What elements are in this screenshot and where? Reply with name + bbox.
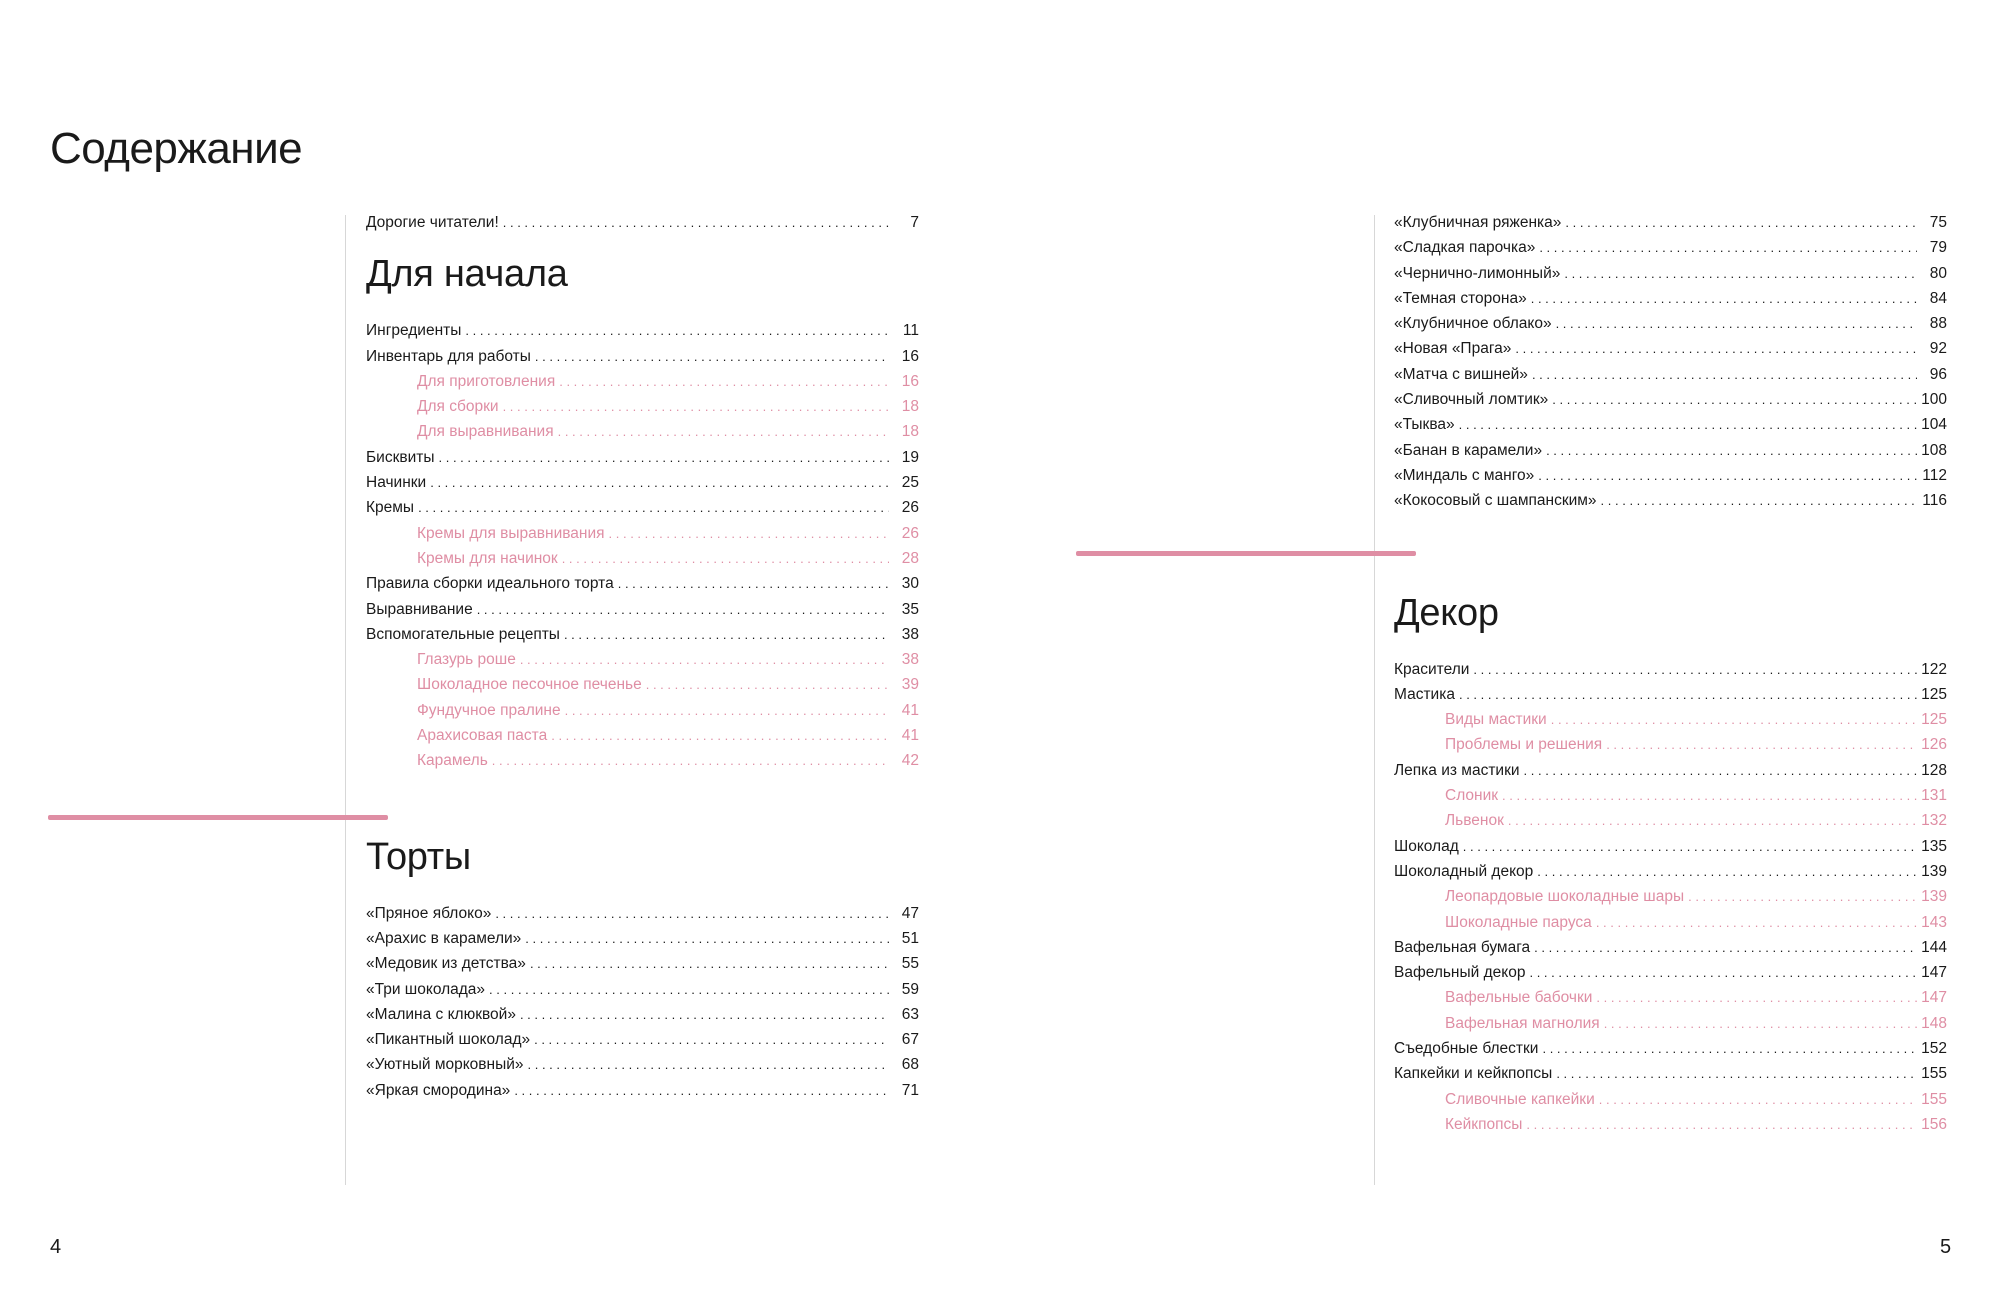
toc-entry-label: Шоколад <box>1394 837 1459 855</box>
toc-entry-label: «Уютный морковный» <box>366 1056 524 1074</box>
dot-leader <box>530 951 889 976</box>
toc-entry-label: «Клубничная ряженка» <box>1394 214 1562 231</box>
dot-leader <box>1459 682 1917 707</box>
dot-leader <box>1688 884 1917 909</box>
section-start <box>366 253 919 773</box>
toc-entry-page: 155 <box>1921 1090 1947 1108</box>
toc-entry-page: 25 <box>901 474 919 492</box>
dot-leader <box>1537 859 1917 884</box>
dot-leader <box>1552 387 1917 412</box>
dot-leader <box>1565 210 1917 235</box>
toc-entry-label: Шоколадные паруса <box>1445 913 1592 931</box>
dot-leader <box>1604 1011 1917 1036</box>
dot-leader <box>430 470 889 495</box>
toc-entry-label: Шоколадный декор <box>1394 862 1534 880</box>
toc-entry-label: «Банан в карамели» <box>1394 441 1543 459</box>
toc-entry-label: Слоник <box>1445 787 1499 805</box>
toc-entry-page: 92 <box>1929 340 1947 358</box>
toc-entry-page: 26 <box>901 524 919 542</box>
toc-entry-label: Для приготовления <box>417 372 556 390</box>
left-accent-line <box>48 815 388 820</box>
dot-leader <box>1539 235 1917 260</box>
toc-entry-label: Кейкпопсы <box>1445 1115 1523 1133</box>
toc-entry-label: Фундучное пралине <box>417 701 561 719</box>
toc-entry-label: Глазурь роше <box>417 651 516 669</box>
toc-entry <box>1394 210 1947 235</box>
left-column <box>366 210 919 1103</box>
toc-subentry <box>1394 707 1947 732</box>
dot-leader <box>1473 657 1917 682</box>
toc-entry <box>366 901 919 926</box>
toc-subentry <box>1394 732 1947 757</box>
dot-leader <box>528 1052 889 1077</box>
dot-leader <box>1601 488 1917 513</box>
toc-entry <box>366 597 919 622</box>
toc-entry <box>366 495 919 520</box>
toc-entry <box>1394 336 1947 361</box>
toc-entry-label: Виды мастики <box>1445 711 1547 729</box>
toc-entry-page: 41 <box>901 727 919 745</box>
section-decor <box>1394 592 1947 1138</box>
toc-entry <box>1394 488 1947 513</box>
dot-leader <box>520 1002 889 1027</box>
toc-entry-page: 28 <box>901 549 919 567</box>
toc-subentry <box>1394 1112 1947 1137</box>
toc-entry-label: Вафельный декор <box>1394 964 1526 982</box>
toc-entry-label: Вафельная магнолия <box>1445 1014 1600 1032</box>
toc-entry <box>1394 758 1947 783</box>
toc-entry-label: Вафельные бабочки <box>1445 989 1593 1007</box>
toc-entry-page: 147 <box>1921 989 1947 1007</box>
toc-entry-page: 88 <box>1929 315 1947 333</box>
dot-leader <box>1542 1036 1917 1061</box>
toc-entry-page: 135 <box>1921 837 1947 855</box>
toc-entry-page: 41 <box>901 701 919 719</box>
toc-entry-page: 11 <box>902 322 919 340</box>
right-accent-line <box>1076 551 1416 556</box>
dot-leader <box>514 1078 889 1103</box>
toc-entry-label: Мастика <box>1394 685 1455 703</box>
toc-entry-page: 18 <box>901 398 919 416</box>
toc-subentry <box>1394 910 1947 935</box>
toc-entry-label: «Арахис в карамели» <box>366 929 522 947</box>
dot-leader <box>1515 336 1917 361</box>
toc-entry-page: 126 <box>1921 736 1947 754</box>
toc-entry-label: «Сладкая парочка» <box>1394 239 1536 257</box>
toc-entry-label: Выравнивание <box>366 600 473 618</box>
section-title-decor: Декор <box>1394 591 1499 634</box>
toc-entry-page: 26 <box>901 499 919 517</box>
dot-leader <box>1551 707 1917 732</box>
toc-entry <box>366 571 919 596</box>
toc-subentry <box>1394 985 1947 1010</box>
toc-entry-page: 148 <box>1921 1014 1947 1032</box>
toc-subentry <box>366 672 919 697</box>
right-column <box>1394 210 1947 1137</box>
toc-subentry <box>366 394 919 419</box>
dot-leader <box>1529 960 1917 985</box>
dot-leader <box>1556 311 1917 336</box>
toc-entry-page: 42 <box>901 752 919 770</box>
toc-entry <box>1394 682 1947 707</box>
toc-subentry <box>1394 1087 1947 1112</box>
toc-entry-page: 63 <box>901 1005 919 1023</box>
toc-entry <box>1394 859 1947 884</box>
toc-entry-label: Для сборки <box>417 398 499 416</box>
cakes-continued-entries <box>1394 210 1947 514</box>
toc-entry-label: Вафельная бумага <box>1394 938 1531 956</box>
toc-entry-label: «Миндаль с манго» <box>1394 466 1535 484</box>
dot-leader <box>559 369 889 394</box>
dot-leader <box>492 748 889 773</box>
toc-entry <box>1394 286 1947 311</box>
toc-entry-page: 147 <box>1921 964 1947 982</box>
decor-entries <box>1394 657 1947 1138</box>
toc-entry-label: «Кокосовый с шампанским» <box>1394 492 1597 510</box>
toc-entry-page: 155 <box>1921 1065 1947 1083</box>
toc-entry <box>1394 1061 1947 1086</box>
dot-leader <box>1538 463 1917 488</box>
section-cakes <box>366 836 919 1103</box>
toc-entry-label: Кремы <box>366 499 415 517</box>
dot-leader <box>1564 261 1917 286</box>
toc-entry-label: Леопардовые шоколадные шары <box>1445 888 1685 906</box>
toc-subentry <box>366 723 919 748</box>
dot-leader <box>520 647 889 672</box>
toc-entry-label: «Пикантный шоколад» <box>366 1031 531 1049</box>
toc-entry-label: Бисквиты <box>366 448 435 466</box>
toc-entry-page: 7 <box>910 214 919 231</box>
section-title-cakes: Торты <box>366 835 471 878</box>
dot-leader <box>1508 808 1917 833</box>
dot-leader <box>525 926 889 951</box>
dot-leader <box>534 1027 889 1052</box>
dot-leader <box>503 210 889 235</box>
dot-leader <box>1546 438 1917 463</box>
toc-entry-label: «Малина с клюквой» <box>366 1005 516 1023</box>
dot-leader <box>418 495 889 520</box>
toc-entry-page: 104 <box>1921 416 1947 434</box>
toc-entry-label: Правила сборки идеального торта <box>366 575 614 593</box>
dot-leader <box>1531 286 1917 311</box>
toc-entry-label: Начинки <box>366 474 427 492</box>
toc-entry-page: 152 <box>1921 1040 1947 1058</box>
toc-entry-page: 112 <box>1922 466 1947 484</box>
toc-entry-label: Арахисовая паста <box>417 727 548 745</box>
toc-entry <box>1394 935 1947 960</box>
toc-entry-page: 59 <box>901 980 919 998</box>
toc-subentry <box>366 521 919 546</box>
dot-leader <box>439 445 890 470</box>
toc-entry-label: Инвентарь для работы <box>366 347 531 365</box>
dot-leader <box>465 318 889 343</box>
dot-leader <box>1606 732 1917 757</box>
toc-subentry <box>366 748 919 773</box>
toc-entry <box>1394 412 1947 437</box>
toc-entry-page: 19 <box>901 448 919 466</box>
toc-entry-page: 16 <box>901 347 919 365</box>
toc-entry-page: 16 <box>901 372 919 390</box>
toc-entry-label: Шоколадное песочное печенье <box>417 676 642 694</box>
toc-entry-page: 108 <box>1921 441 1947 459</box>
toc-entry-page: 84 <box>1929 289 1947 307</box>
toc-entry-page: 80 <box>1929 264 1947 282</box>
toc-entry-page: 144 <box>1921 938 1947 956</box>
toc-entry <box>366 622 919 647</box>
toc-entry-label: «Темная сторона» <box>1394 289 1527 307</box>
toc-entry-page: 128 <box>1921 761 1947 779</box>
toc-subentry <box>1394 884 1947 909</box>
toc-entry <box>366 926 919 951</box>
toc-entry-label: Для выравнивания <box>417 423 554 441</box>
toc-entry <box>1394 311 1947 336</box>
toc-entry <box>366 977 919 1002</box>
toc-entry-page: 39 <box>901 676 919 694</box>
toc-entry <box>1394 1036 1947 1061</box>
toc-subentry <box>366 369 919 394</box>
toc-entry <box>1394 235 1947 260</box>
toc-entry-label: Ингредиенты <box>366 322 462 340</box>
toc-entry <box>1394 834 1947 859</box>
toc-subentry <box>1394 808 1947 833</box>
toc-subentry <box>366 546 919 571</box>
right-column-rule <box>1374 215 1375 1185</box>
toc-entry-page: 47 <box>901 904 919 922</box>
toc-entry-page: 143 <box>1921 913 1947 931</box>
dot-leader <box>1596 910 1917 935</box>
toc-entry-page: 156 <box>1921 1115 1947 1133</box>
toc-entry-label: Вспомогательные рецепты <box>366 625 560 643</box>
toc-entry-label: «Тыква» <box>1394 416 1455 434</box>
dot-leader <box>1534 935 1917 960</box>
dot-leader <box>1532 362 1917 387</box>
toc-entry <box>366 1052 919 1077</box>
dot-leader <box>1596 985 1917 1010</box>
toc-entry <box>366 470 919 495</box>
toc-entry-page: 125 <box>1921 685 1947 703</box>
toc-entry-label: «Сливочный ломтик» <box>1394 391 1549 409</box>
toc-entry-label: Капкейки и кейкпопсы <box>1394 1065 1553 1083</box>
toc-entry-page: 18 <box>901 423 919 441</box>
dot-leader <box>1556 1061 1917 1086</box>
toc-subentry <box>1394 1011 1947 1036</box>
toc-entry-label: Съедобные блестки <box>1394 1040 1539 1058</box>
intro-list <box>366 210 919 235</box>
toc-entry-page: 67 <box>901 1031 919 1049</box>
dot-leader <box>562 546 889 571</box>
toc-entry-label: Сливочные капкейки <box>1445 1090 1595 1108</box>
toc-entry <box>366 1027 919 1052</box>
toc-entry-label: Дорогие читатели! <box>366 214 499 231</box>
toc-entry <box>1394 261 1947 286</box>
dot-leader <box>1463 834 1917 859</box>
toc-entry-label: Кремы для начинок <box>417 549 558 567</box>
toc-entry-label: «Новая «Прага» <box>1394 340 1512 358</box>
dot-leader <box>564 622 889 647</box>
toc-entry-label: Красители <box>1394 660 1470 678</box>
toc-entry-label: Львенок <box>1445 812 1504 830</box>
toc-entry-page: 139 <box>1921 862 1947 880</box>
toc-subentry <box>366 647 919 672</box>
toc-entry-label: «Яркая смородина» <box>366 1081 511 1099</box>
toc-entry <box>1394 960 1947 985</box>
toc-entry-page: 125 <box>1921 711 1947 729</box>
toc-entry-label: «Пряное яблоко» <box>366 904 492 922</box>
toc-entry-label: Проблемы и решения <box>1445 736 1603 754</box>
toc-entry-page: 51 <box>901 929 919 947</box>
toc-entry <box>1394 463 1947 488</box>
toc-entry-label: «Три шоколада» <box>366 980 486 998</box>
toc-entry <box>366 210 919 235</box>
toc-entry-page: 38 <box>901 625 919 643</box>
toc-entry-page: 35 <box>901 600 919 618</box>
dot-leader <box>535 344 889 369</box>
page-number-right: 5 <box>1940 1236 1952 1258</box>
page-number-left: 4 <box>50 1236 62 1258</box>
dot-leader <box>1526 1112 1917 1137</box>
dot-leader <box>477 597 889 622</box>
dot-leader <box>618 571 889 596</box>
toc-entry-page: 71 <box>901 1081 919 1099</box>
dot-leader <box>609 521 889 546</box>
dot-leader <box>495 901 889 926</box>
dot-leader <box>503 394 889 419</box>
toc-entry <box>1394 438 1947 463</box>
toc-entry <box>366 1002 919 1027</box>
toc-entry-label: Лепка из мастики <box>1394 761 1520 779</box>
toc-entry-page: 131 <box>1921 787 1947 805</box>
toc-subentry <box>366 419 919 444</box>
toc-entry-page: 75 <box>1929 214 1947 231</box>
start-entries <box>366 318 919 773</box>
dot-leader <box>646 672 889 697</box>
toc-entry-page: 79 <box>1929 239 1947 257</box>
toc-entry <box>366 318 919 343</box>
toc-entry-page: 100 <box>1921 391 1947 409</box>
toc-entry-page: 132 <box>1921 812 1947 830</box>
dot-leader <box>551 723 889 748</box>
toc-entry-page: 139 <box>1921 888 1947 906</box>
page-title: Содержание <box>50 124 303 173</box>
section-title-start: Для начала <box>366 253 568 296</box>
toc-entry-label: «Чернично-лимонный» <box>1394 264 1561 282</box>
dot-leader <box>1502 783 1917 808</box>
toc-entry-page: 55 <box>901 955 919 973</box>
dot-leader <box>565 698 889 723</box>
toc-entry-page: 68 <box>901 1056 919 1074</box>
toc-entry-label: «Медовик из детства» <box>366 955 526 973</box>
dot-leader <box>489 977 889 1002</box>
toc-entry-label: Карамель <box>417 752 488 770</box>
toc-entry <box>1394 387 1947 412</box>
toc-entry-page: 116 <box>1922 492 1947 510</box>
dot-leader <box>1459 412 1917 437</box>
dot-leader <box>1599 1087 1917 1112</box>
toc-entry-page: 38 <box>901 651 919 669</box>
toc-entry-label: «Клубничное облако» <box>1394 315 1552 333</box>
toc-subentry <box>1394 783 1947 808</box>
toc-entry-page: 96 <box>1929 365 1947 383</box>
dot-leader <box>558 419 889 444</box>
toc-subentry <box>366 698 919 723</box>
toc-entry-label: Кремы для выравнивания <box>417 524 605 542</box>
toc-entry-page: 122 <box>1921 660 1947 678</box>
toc-entry <box>1394 362 1947 387</box>
toc-entry <box>366 344 919 369</box>
cakes-entries <box>366 901 919 1103</box>
toc-entry <box>366 951 919 976</box>
toc-entry <box>1394 657 1947 682</box>
left-column-rule <box>345 215 346 1185</box>
toc-entry <box>366 1078 919 1103</box>
dot-leader <box>1524 758 1917 783</box>
toc-entry-page: 30 <box>901 575 919 593</box>
toc-entry <box>366 445 919 470</box>
toc-entry-label: «Матча с вишней» <box>1394 365 1528 383</box>
